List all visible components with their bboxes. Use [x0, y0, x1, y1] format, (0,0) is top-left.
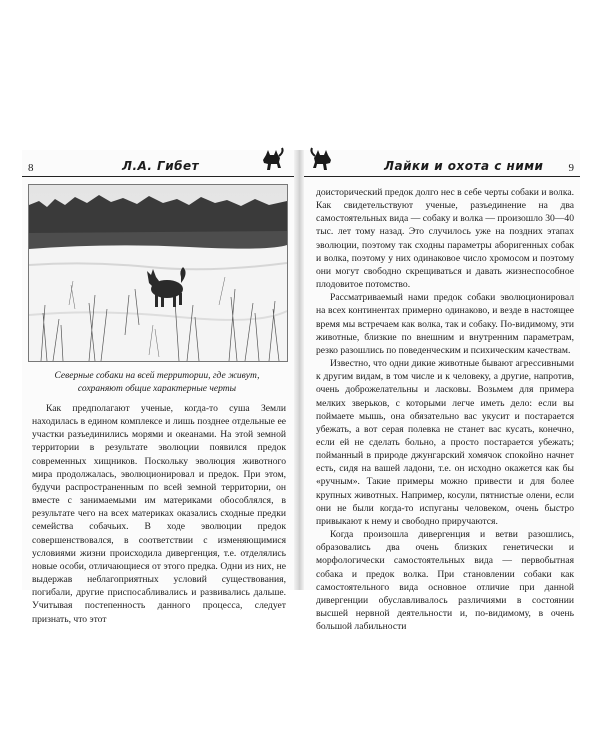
left-page-header [22, 156, 294, 177]
left-page [22, 150, 294, 625]
paragraph: Рассматриваемый нами предок собаки эволюционировал на всех континентах примерно одинаково, и везде в настоящее время мы встречаем как волка, так и собаку. По-видимому, эти животные, близкие по внешним и внутренним параметрам, резко разошлись по поведенческим и психическим качествам. [316, 292, 574, 356]
dog-in-snow-photo [28, 184, 288, 362]
right-page-header [304, 156, 580, 177]
left-body-text [32, 402, 286, 626]
right-page [304, 150, 580, 633]
right-running-title: Лайки и охота с ними [384, 159, 544, 173]
photo-caption: Северные собаки на всей территории, где живут, сохраняют общие характерные черты [54, 371, 260, 394]
left-page-number: 8 [28, 162, 34, 174]
book-spine [294, 150, 304, 590]
left-running-title: Л.А. Гибет [122, 159, 200, 173]
paragraph: Известно, что одни дикие животные бывают агрессивными к другим видам, в том числе и к человеку, а другие, напротив, очень доброжелательны и ласковы. Возьмем для примера мелких зверьков, с которыми легче иметь дело: если вы поймаете мышь, она обязательно вас укусит и постарается убежать, а вот серая полевка не станет вас кусать, конечно, если ей не сделать больно, а просто постарается убежать; пойманный в природе джунгарский хомячок спокойно начнет есть, сидя на вашей ладони, т.е. он исходно окажется как бы «ручным». Такие примеры можно привести и для более крупных животных. Например, косули, пятнистые олени, если они не были когда-то испуганы человеком, очень быстро привыкают к нему и свободно приручаются. [316, 358, 574, 527]
paragraph: Когда произошла дивергенция и ветви разошлись, образовались два очень близких генетически и морфологически самостоятельных вида — первобытная собака и предок волка. При становлении собаки как самостоятельного вида основное отличие при данной дивергенции обуславливалось различиями в состоянии высшей нервной деятельности и, по-видимому, в очень большой лабильности [316, 529, 574, 633]
dog-silhouette-icon [260, 146, 286, 174]
right-body-text [316, 186, 574, 633]
paragraph: Как предполагают ученые, когда-то суша Земли находилась в едином комплексе и лишь позднее отдельные ее участки разъединились морями и океанами. На этой земной территории в результате эволюции появился предок современных хищников. Поскольку эволюция животного мира продолжалась, эволюционировал и предок. При этом, будучи распространенным по всей земной территории, он вместе с занимаемыми им материками обособлялся, в результате чего на всех материках оказались сходные предки семейства собачьих. В ходе эволюции предок совершенствовался, в соответствии с изменяющимися условиями жизни происходила дивергенция, т.е. отделялись новые особи, отличающиеся от этого предка. Одни из них, не выдержав неблагоприятных условий существования, погибали, другие приспосабливались и развивались дальше. Учитывая постепенность данного процесса, следует признать, что этот [32, 403, 286, 625]
right-page-number: 9 [568, 162, 574, 174]
paragraph: доисторический предок долго нес в себе черты собаки и волка. Как свидетельствуют ученые, разъединение на два самостоятельных вида — собаку и волка — произошло 30—40 тыс. лет тому назад. Это случилось уже на поздних этапах эволюции, поэтому так сходны параметры аборигенных собак и волка, поэтому у них одинаковое число хромосом и поэтому они могут свободно скрещиваться и давать жизнеспособное плодовитое потомство. [316, 187, 574, 291]
dog-silhouette-icon [308, 146, 334, 174]
